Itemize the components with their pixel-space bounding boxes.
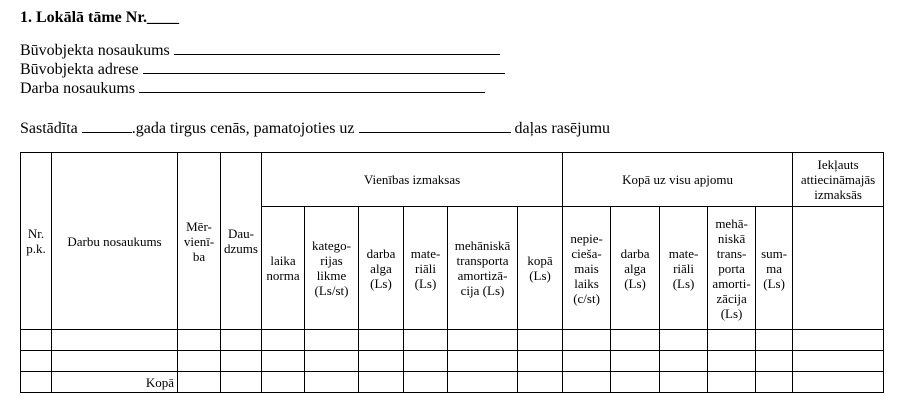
work-name-label: Darba nosaukums [20, 80, 136, 97]
group-unit-costs-header: Vienības izmaksas [262, 153, 563, 207]
col-unit-wage: darba alga (Ls) [359, 207, 404, 330]
col-total-materials: mate- riāli (Ls) [660, 207, 708, 330]
object-address-blank[interactable] [143, 59, 505, 74]
object-name-blank[interactable] [174, 40, 500, 55]
col-time-norm: laika norma [262, 207, 305, 330]
col-included-blank [793, 207, 884, 330]
table-row [21, 330, 884, 351]
object-address-label: Būvobjekta adrese [20, 61, 139, 78]
group-included-header: Iekļauts attiecināmajās izmaksās [793, 153, 884, 207]
total-row-label: Kopā [52, 372, 178, 393]
estimate-title: 1. Lokālā tāme Nr.____ [20, 9, 179, 26]
work-name-row [20, 78, 485, 98]
col-category-rate: katego- rijas likme (Ls/st) [305, 207, 359, 330]
total-row [21, 372, 884, 393]
col-unit-materials: mate- riāli (Ls) [404, 207, 448, 330]
col-unit-transport: mehāniskā transporta amortizā- cija (Ls) [448, 207, 518, 330]
compiled-middle: .gada tirgus cenās, pamatojoties uz [131, 120, 355, 137]
compiled-row [20, 118, 610, 138]
compiled-year-blank[interactable] [82, 118, 132, 133]
work-name-blank[interactable] [139, 78, 485, 93]
col-total-transport: mehā- niskā trans- porta amorti- zācija (Ls) [708, 207, 756, 330]
estimate-table [20, 152, 884, 393]
object-address-row [20, 59, 505, 79]
object-name-row [20, 40, 500, 60]
compiled-part-blank[interactable] [359, 118, 511, 133]
col-unit-header: Mēr- vienī- ba [178, 153, 221, 330]
compiled-suffix: daļas rasējumu [514, 120, 611, 137]
table-row [21, 351, 884, 372]
compiled-prefix: Sastādīta [20, 120, 78, 137]
col-nr-header: Nr. p.k. [21, 153, 52, 330]
col-qty-header: Dau- dzums [221, 153, 262, 330]
col-name-header: Darbu nosaukums [52, 153, 178, 330]
group-total-header: Kopā uz visu apjomu [563, 153, 793, 207]
header-row-groups [21, 153, 884, 207]
col-total-wage: darba alga (Ls) [611, 207, 660, 330]
col-unit-total: kopā (Ls) [518, 207, 563, 330]
col-total-sum: sum- ma (Ls) [756, 207, 793, 330]
col-required-time: nepie- cieša- mais laiks (c/st) [563, 207, 611, 330]
object-name-label: Būvobjekta nosaukums [20, 42, 170, 59]
